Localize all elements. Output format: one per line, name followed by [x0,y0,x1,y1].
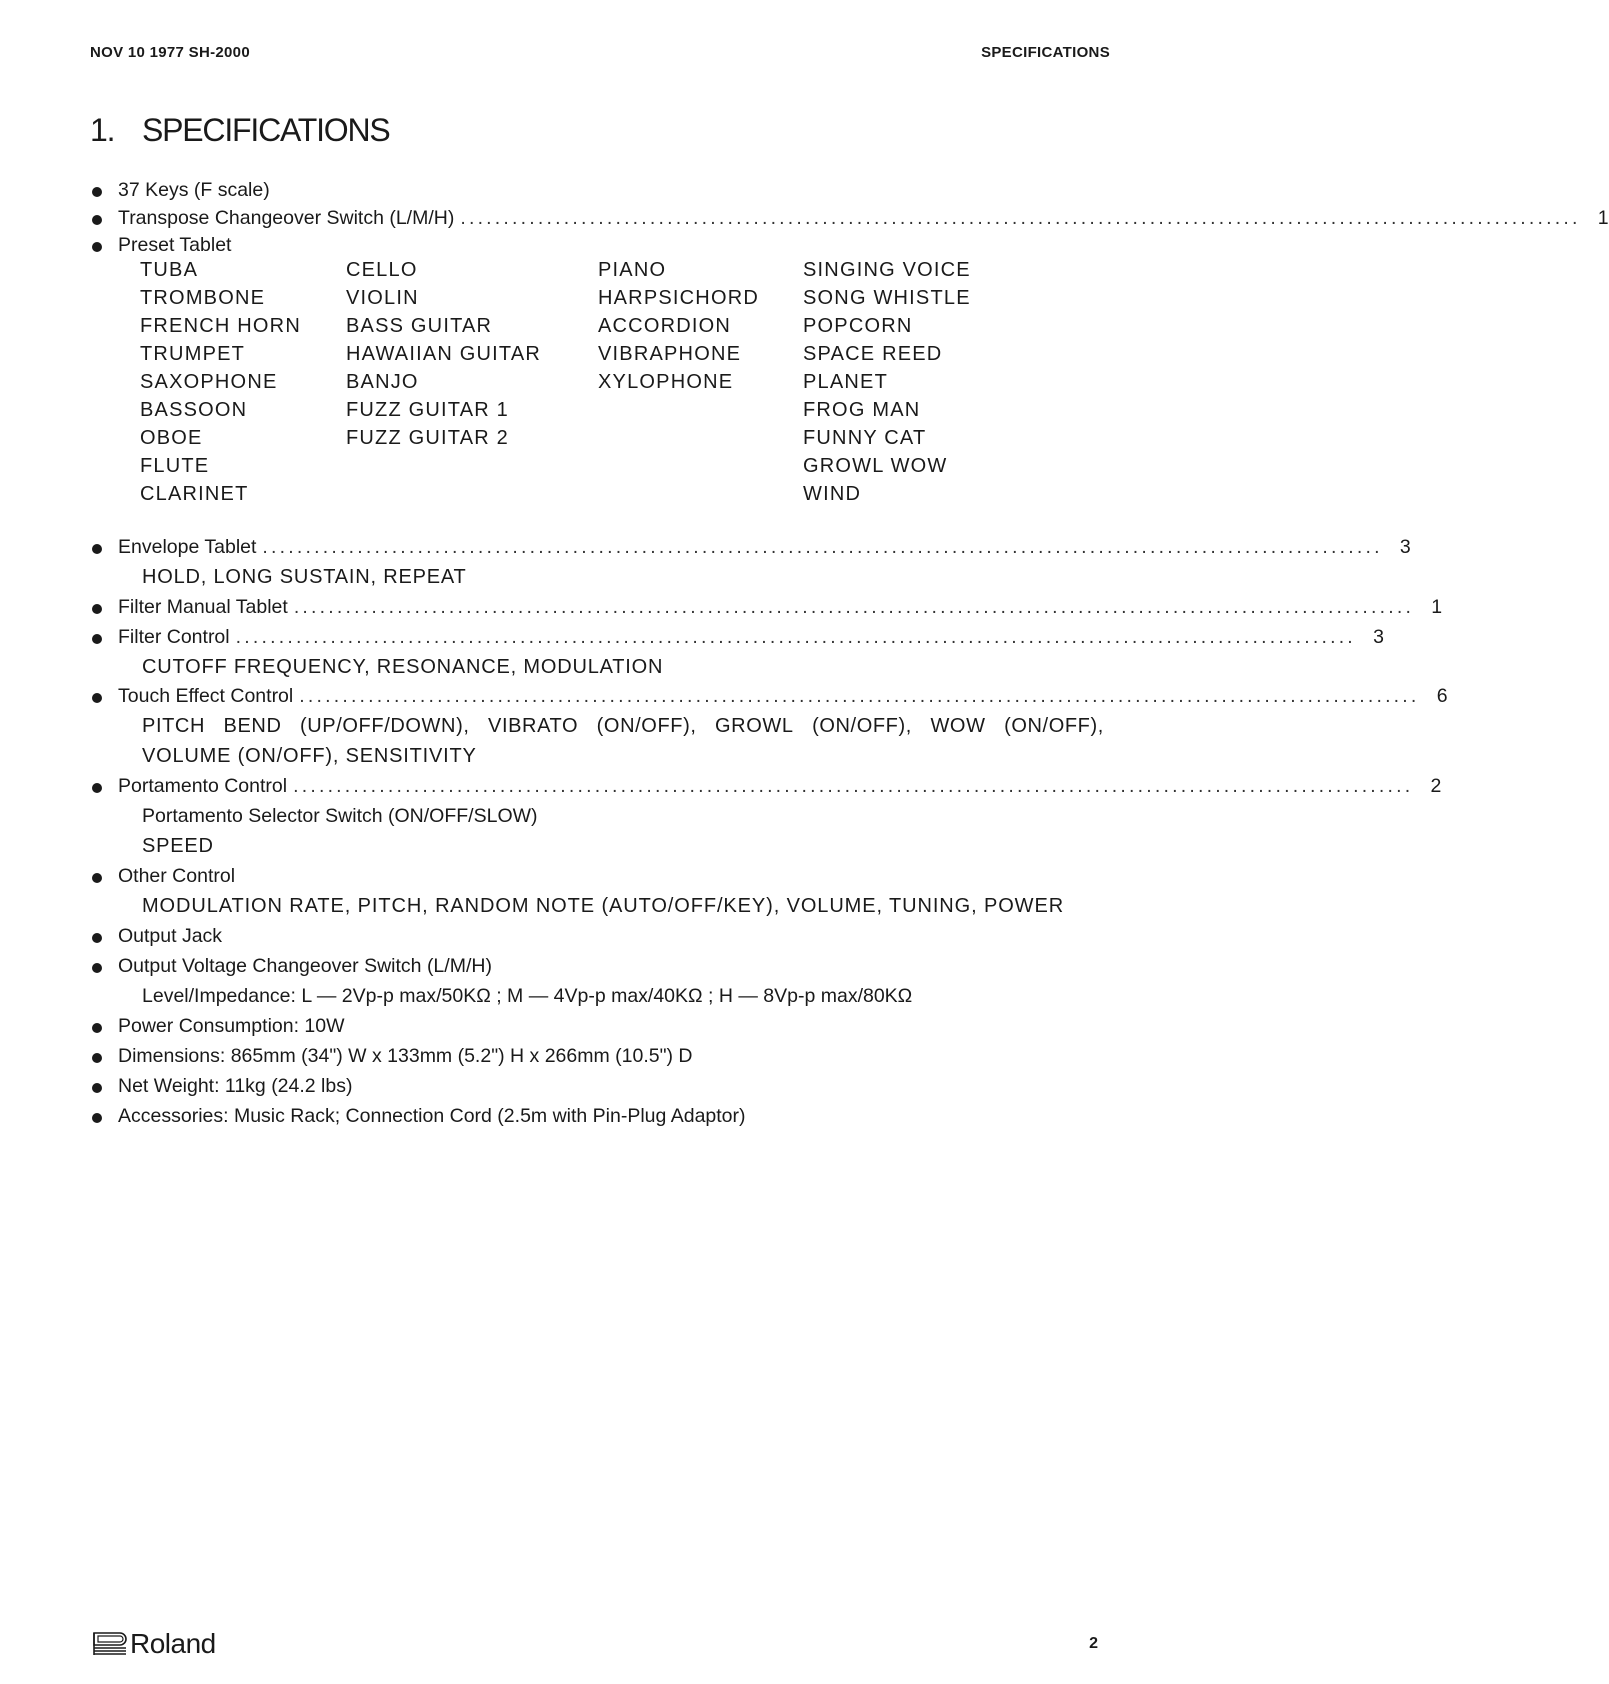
preset-name: FROG MAN [803,399,921,421]
detail-word: (UP/OFF/DOWN), [300,715,470,737]
preset-name: SONG WHISTLE [803,287,971,309]
preset-name: TUBA [140,259,199,281]
spec-detail: Portamento Selector Switch (ON/OFF/SLOW) [142,805,538,827]
spec-count: 1 [1431,596,1443,618]
preset-name: FUNNY CAT [803,427,927,449]
preset-name: BANJO [346,371,419,393]
bullet-icon [92,1083,102,1093]
spec-count: 3 [1399,536,1411,558]
preset-name: VIBRAPHONE [598,343,742,365]
spec-filter-control [118,625,1384,649]
detail-word: BEND [223,715,282,737]
dot-leader: .................................................................................................................................. [293,596,1415,618]
spec-count: 3 [1373,626,1384,648]
preset-name: BASS GUITAR [346,315,493,337]
spec-detail: Level/Impedance: L — 2Vp-p max/50KΩ ; M — 4Vp-p max/40KΩ ; H — 8Vp-p max/80KΩ [142,985,913,1007]
spec-output-voltage: Output Voltage Changeover Switch (L/M/H) [118,955,492,977]
roland-logo [92,1628,216,1660]
detail-word: (ON/OFF), [596,715,697,737]
dot-leader: .................................................................................................................................. [235,626,1356,648]
preset-name: PLANET [803,371,889,393]
spec-label: Envelope Tablet [118,536,257,558]
spec-transpose [118,206,1609,230]
bullet-icon [92,544,102,554]
bullet-icon [92,693,102,703]
header-date-model: NOV 10 1977 SH-2000 [90,44,250,61]
spec-label: Touch Effect Control [118,685,294,707]
bullet-icon [92,783,102,793]
spec-portamento [118,774,1442,798]
bullet-icon [92,242,102,252]
section-number: 1. [90,112,115,148]
detail-word: PITCH [142,715,205,737]
dot-leader: .................................................................................................................................. [293,775,1414,797]
spec-detail: HOLD, LONG SUSTAIN, REPEAT [142,566,467,588]
bullet-icon [92,187,102,197]
dot-leader: .................................................................................................................................. [262,536,1383,558]
preset-name: FUZZ GUITAR 1 [346,399,510,421]
preset-name: SINGING VOICE [803,259,971,281]
bullet-icon [92,634,102,644]
bullet-icon [92,963,102,973]
spec-preset: Preset Tablet [118,234,232,256]
preset-name: HAWAIIAN GUITAR [346,343,542,365]
dot-leader: .................................................................................................................................. [299,685,1420,707]
detail-word: (ON/OFF), [812,715,912,737]
preset-name: ACCORDION [598,315,732,337]
preset-name: FRENCH HORN [140,315,301,337]
spec-dimensions: Dimensions: 865mm (34") W x 133mm (5.2") H x 266mm (10.5") D [118,1045,693,1067]
bullet-icon [92,1113,102,1123]
spec-detail: SPEED [142,835,214,857]
preset-name: XYLOPHONE [598,371,734,393]
spec-other-control: Other Control [118,865,236,887]
detail-word: GROWL [715,715,794,737]
preset-name: VIOLIN [346,287,419,309]
spec-envelope [118,535,1411,559]
spec-label: Filter Control [118,626,230,648]
preset-name: HARPSICHORD [598,287,759,309]
spec-output-jack: Output Jack [118,925,223,947]
dot-leader: .................................................................................................................................. [460,207,1581,229]
page-title [90,112,390,149]
preset-name: BASSOON [140,399,248,421]
preset-name: FUZZ GUITAR 2 [346,427,510,449]
spec-label: Transpose Changeover Switch (L/M/H) [118,207,455,229]
section-title: SPECIFICATIONS [142,112,390,148]
spec-accessories: Accessories: Music Rack; Connection Cord (2.5m with Pin-Plug Adaptor) [118,1105,746,1127]
spec-label: Filter Manual Tablet [118,596,288,618]
spec-count: 1 [1597,207,1609,229]
bullet-icon [92,933,102,943]
detail-word: VIBRATO [488,715,579,737]
preset-name: POPCORN [803,315,913,337]
spec-count: 6 [1436,685,1448,707]
spec-keys: 37 Keys (F scale) [118,179,270,201]
spec-filter-manual [118,595,1443,619]
preset-name: PIANO [598,259,667,281]
preset-name: SAXOPHONE [140,371,278,393]
page-number: 2 [1089,1635,1098,1652]
preset-name: SPACE REED [803,343,943,365]
spec-touch-effect [118,684,1448,708]
spec-detail: VOLUME (ON/OFF), SENSITIVITY [142,745,477,767]
bullet-icon [92,873,102,883]
preset-name: CELLO [346,259,418,281]
bullet-icon [92,1023,102,1033]
header-section: SPECIFICATIONS [981,44,1110,61]
detail-word: (ON/OFF), [1004,715,1104,737]
roland-mark-icon [92,1631,128,1657]
bullet-icon [92,1053,102,1063]
preset-name: FLUTE [140,455,210,477]
spec-power: Power Consumption: 10W [118,1015,345,1037]
spec-detail-justified [142,714,1104,738]
spec-detail: MODULATION RATE, PITCH, RANDOM NOTE (AUTO/OFF/KEY), VOLUME, TUNING, POWER [142,895,1065,917]
detail-word: WOW [930,715,986,737]
preset-name: TRUMPET [140,343,246,365]
spec-weight: Net Weight: 11kg (24.2 lbs) [118,1075,353,1097]
preset-name: GROWL WOW [803,455,948,477]
spec-label: Portamento Control [118,775,288,797]
preset-name: WIND [803,483,862,505]
preset-name: CLARINET [140,483,249,505]
bullet-icon [92,215,102,225]
preset-name: OBOE [140,427,203,449]
spec-count: 2 [1430,775,1442,797]
bullet-icon [92,604,102,614]
logo-wordmark: Roland [130,1628,216,1659]
spec-detail: CUTOFF FREQUENCY, RESONANCE, MODULATION [142,656,664,678]
preset-name: TROMBONE [140,287,266,309]
